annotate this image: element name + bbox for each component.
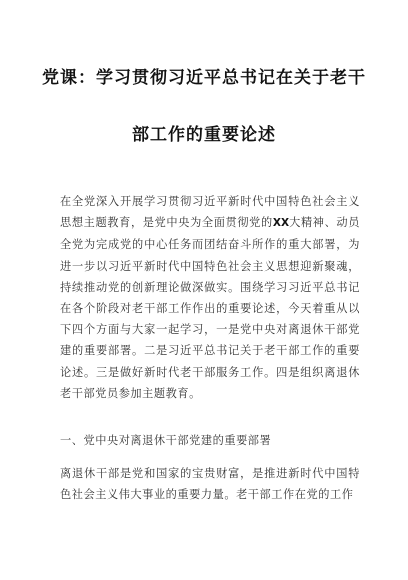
section-1-paragraph: 离退休干部是党和国家的宝贵财富，是推进新时代中国特色社会主义伟大事业的重要力量。老干部工作在党的工作 [60, 467, 360, 502]
intro-paragraph-xx: XX [272, 217, 290, 230]
intro-paragraph-text-part-1: 在全党深入开展学习贯彻习近平新时代中国特色社会主义思想主题教育，是党中央为全面贯彻党的 [60, 195, 360, 230]
section-heading-1: 一、党中央对离退休干部党建的重要部署 [60, 434, 272, 447]
document-title-line-1: 党课：学习贯彻习近平总书记在关于老干 [42, 68, 366, 88]
document-title-line-2: 部工作的重要论述 [132, 125, 276, 145]
intro-paragraph-text-part-2: 大精神、动员全党为完成党的中心任务而团结奋斗所作的重大部署，为进一步以习近平新时代中国特色社会主义思想迎新聚魂，持续推动党的创新理论做深做实。围绕学习习近平总书记在各个阶段对老干部工作作出的重要论述，今天着重从以下四个方面与大家一起学习，一是党中央对离退休干部党建的重要部署。二是习近平总书记关于老干部工作的重要论述。三是做好新时代老干部服务工作。四是组织离退休老干部党员参加主题教育。 [60, 216, 360, 400]
intro-paragraph [60, 191, 360, 404]
